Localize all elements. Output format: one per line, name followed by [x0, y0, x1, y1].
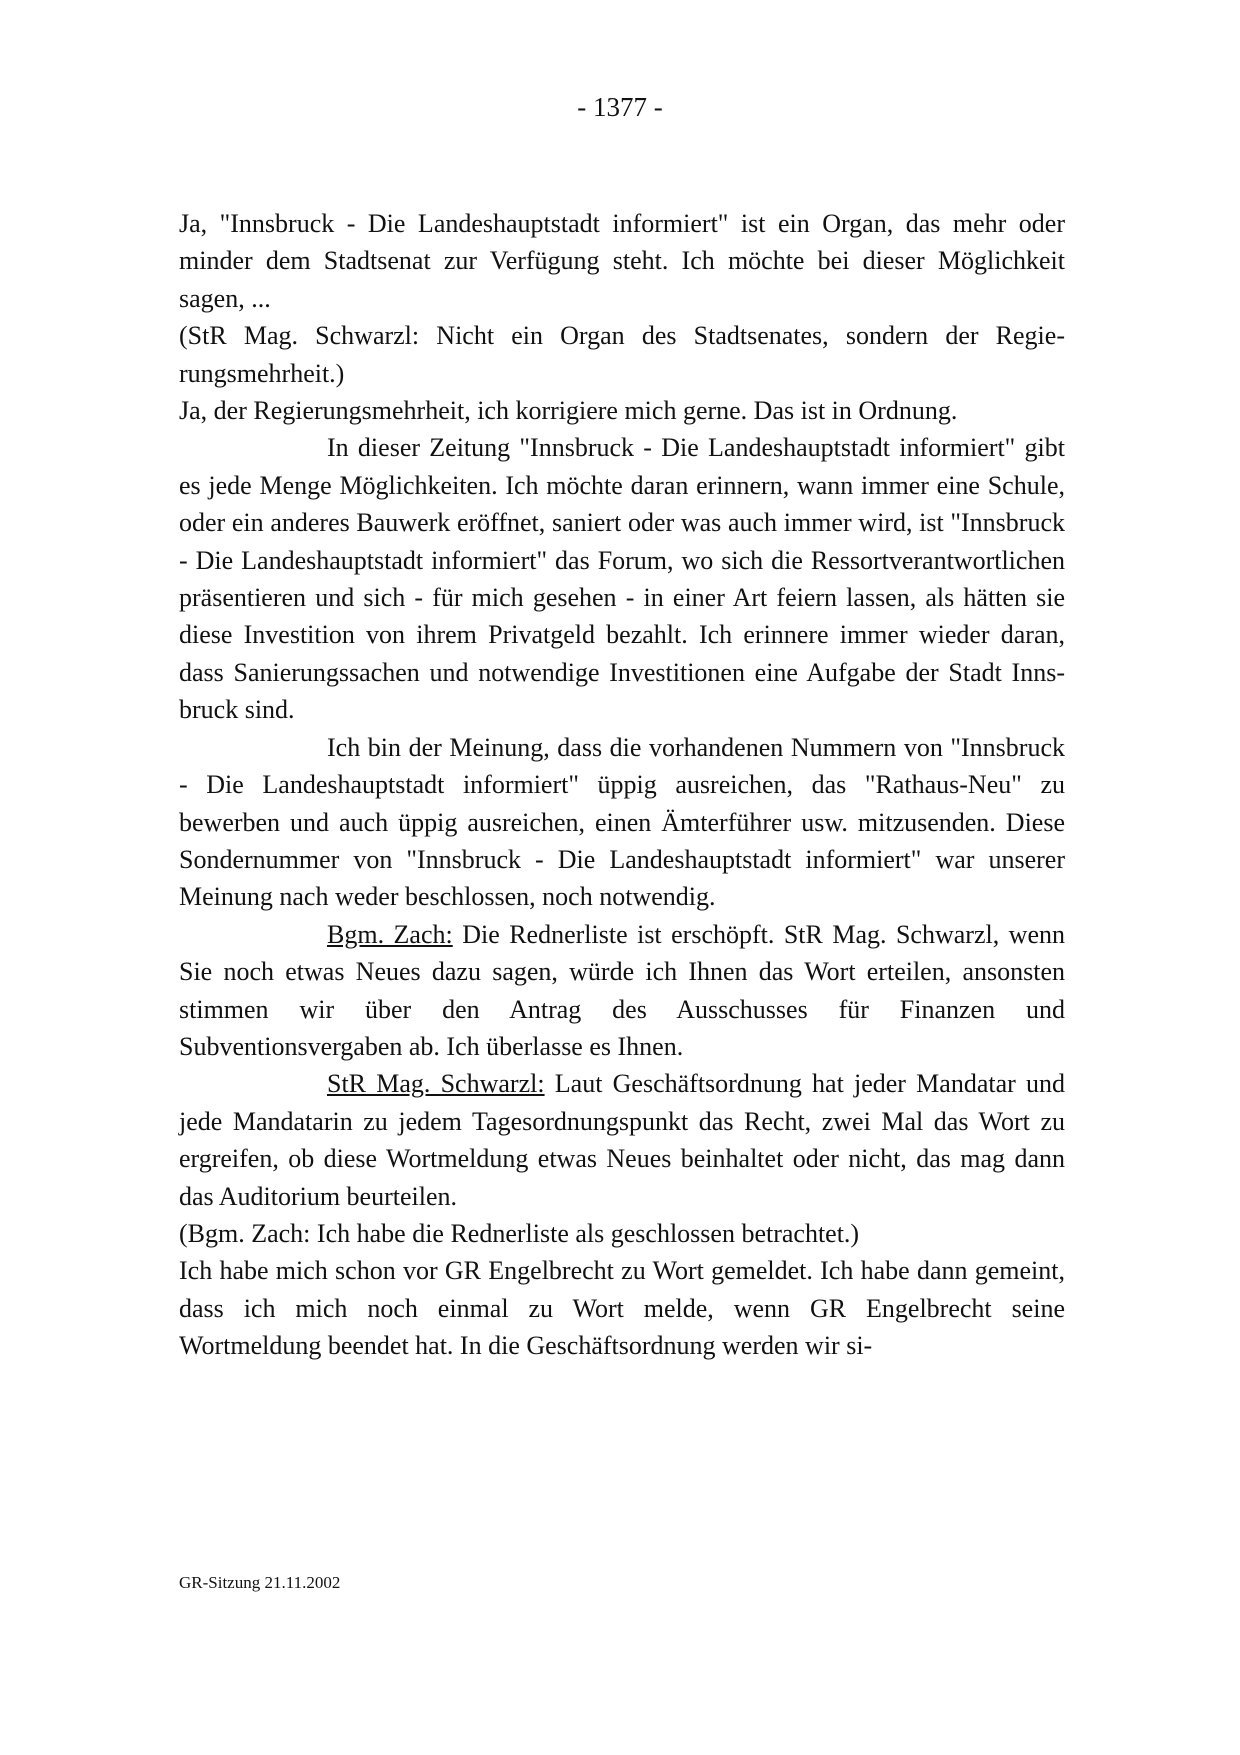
speaker-name: StR Mag. Schwarzl:: [327, 1069, 545, 1099]
interjection: (StR Mag. Schwarzl: Nicht ein Organ des Stadtsenates, sondern der Regierungsmehrheit.): [179, 321, 1065, 388]
speech-text: Laut Geschäftsordnung hat jeder Mandatar und jede Mandatarin zu jedem Tagesordnungspunkt das Recht, zwei Mal das Wort zu ergreifen, ob diese Wortmeldung etwas Neues beinhaltet oder nicht, das mag dann das Auditorium beurteilen.: [179, 1069, 1065, 1211]
paragraph: Ja, der Regierungsmehrheit, ich korrigiere mich gerne. Das ist in Ordnung.: [179, 396, 958, 426]
speaker-name: Bgm. Zach:: [327, 919, 453, 949]
speech-paragraph: [179, 916, 1065, 1066]
paragraph: Ich habe mich schon vor GR Engelbrecht zu Wort gemeldet. Ich habe dann gemeint, dass ich mich noch einmal zu Wort melde, wenn GR Engelbrecht seine Wortmeldung beendet hat. In die Geschäftsordnung werden wir si-: [179, 1256, 1065, 1361]
footer-session-date: GR-Sitzung 21.11.2002: [179, 1573, 341, 1592]
document-body: [179, 205, 1065, 1365]
page-number: - 1377 -: [577, 92, 663, 122]
paragraph: Ich bin der Meinung, dass die vorhandenen Nummern von "Innsbruck - Die Landeshauptstadt informiert" üppig ausreichen, das "Rathaus-Neu" zu bewerben und auch üppig ausreichen, einen Ämterführer usw. mitzusenden. Diese Sondernummer von "Innsbruck - Die Landeshauptstadt informiert" war unserer Meinung nach weder beschlossen, noch notwendig.: [179, 732, 1065, 912]
interjection: (Bgm. Zach: Ich habe die Rednerliste als geschlossen betrachtet.): [179, 1218, 860, 1248]
paragraph: In dieser Zeitung "Innsbruck - Die Landeshauptstadt informiert" gibt es jede Menge Möglichkeiten. Ich möchte daran erinnern, wann immer eine Schule, oder ein anderes Bauwerk eröffnet, saniert oder was auch immer wird, ist "Innsbruck - Die Landeshauptstadt informiert" das Forum, wo sich die Ressortverantwortlichen präsentieren und sich - für mich gesehen - in einer Art feiern lassen, als hätten sie diese Investition von ihrem Privatgeld bezahlt. Ich erinnere immer wieder daran, dass Sanierungssachen und notwendige Investitionen eine Aufgabe der Stadt Innsbruck sind.: [179, 433, 1065, 725]
speech-paragraph: [179, 1065, 1065, 1215]
speech-text: Die Rednerliste ist erschöpft. StR Mag. Schwarzl, wenn Sie noch etwas Neues dazu sagen, würde ich Ihnen das Wort erteilen, ansonsten stimmen wir über den Antrag des Ausschusses für Finanzen und Subventionsvergaben ab. Ich überlasse es Ihnen.: [179, 919, 1065, 1061]
paragraph: Ja, "Innsbruck - Die Landeshauptstadt informiert" ist ein Organ, das mehr oder minder dem Stadtsenat zur Verfügung steht. Ich möchte bei dieser Möglichkeit sagen, ...: [179, 209, 1065, 313]
